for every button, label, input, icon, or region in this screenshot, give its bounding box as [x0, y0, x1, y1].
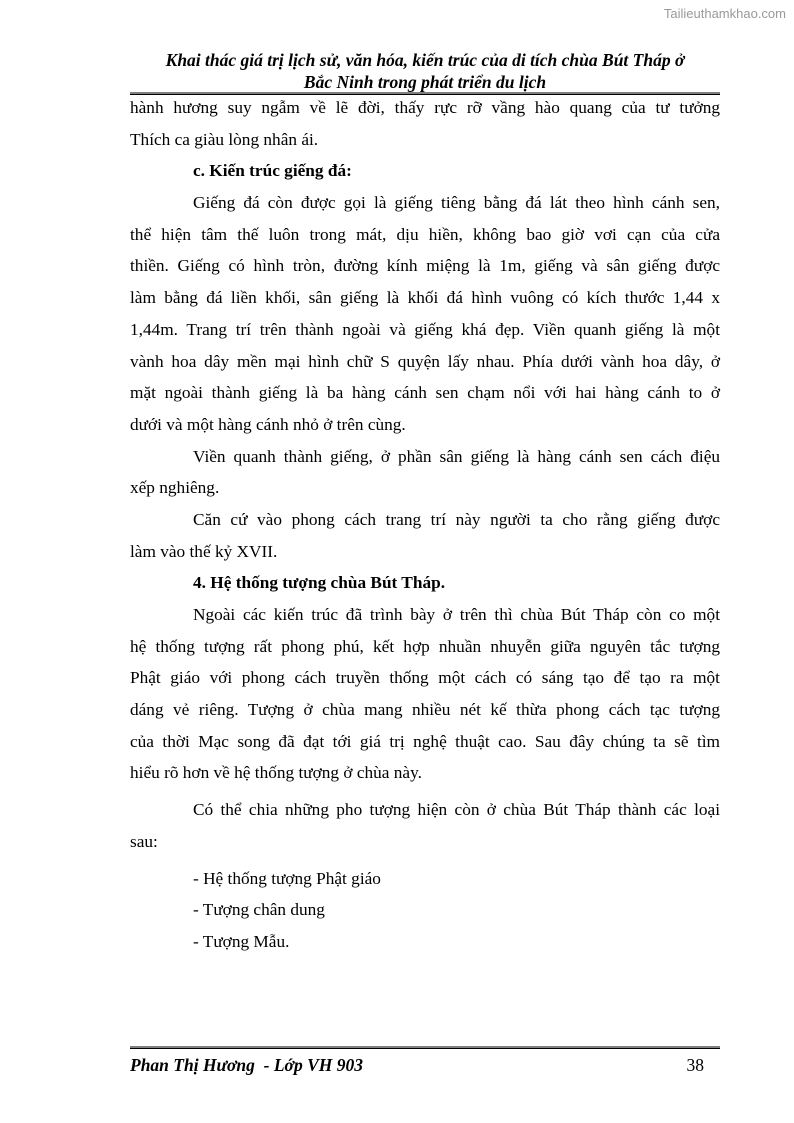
text-line: thiền. Giếng có hình tròn, đường kính miệng là 1m, giếng và sân giếng được — [130, 256, 720, 276]
page-body — [130, 92, 720, 958]
list-item: - Tượng Mẫu. — [193, 931, 290, 951]
text-line: Viền quanh thành giếng, ở phần sân giếng là hàng cánh sen cách điệu — [193, 446, 720, 466]
watermark: Tailieuthamkhao.com — [663, 6, 786, 21]
text-line: Thích ca giàu lòng nhân ái. — [130, 129, 319, 149]
text-line: hành hương suy ngẫm về lẽ đời, thấy rực rỡ vầng hào quang của tư tưởng — [130, 98, 720, 117]
footer-rule — [130, 1046, 720, 1049]
header-line: Khai thác giá trị lịch sử, văn hóa, kiến trúc của di tích chùa Bút Tháp ở — [165, 50, 685, 70]
text-line: mặt ngoài thành giếng là ba hàng cánh sen chạm nổi với hai hàng cánh to ở — [130, 383, 720, 403]
text-line: Căn cứ vào phong cách trang trí này người ta cho rằng giếng được — [193, 509, 720, 529]
text-line: hiểu rõ hơn về hệ thống tượng ở chùa này. — [130, 763, 422, 783]
text-line: dưới và một hàng cánh nhỏ ở trên cùng. — [130, 414, 406, 434]
text-line: thể hiện tâm thế luôn trong mát, dịu hiền, không bao giờ vơi cạn của cửa — [130, 224, 720, 244]
text-line: vành hoa dây mền mại hình chữ S quyện lấy nhau. Phía dưới vành hoa dây, ở — [130, 351, 720, 371]
text-line: xếp nghiêng. — [130, 478, 220, 498]
running-header — [130, 49, 720, 93]
text-line: Có thể chia những pho tượng hiện còn ở chùa Bút Tháp thành các loại — [193, 800, 720, 820]
header-line: Bắc Ninh trong phát triển du lịch — [303, 72, 547, 92]
text-line: của thời Mạc song đã đạt tới giá trị nghệ thuật cao. Sau đây chúng ta sẽ tìm — [130, 731, 720, 751]
page-footer — [130, 1055, 720, 1076]
text-line: dáng vẻ riêng. Tượng ở chùa mang nhiều nét kế thừa phong cách tạc tượng — [130, 700, 720, 720]
text-line: 1,44m. Trang trí trên thành ngoài và giếng khá đẹp. Viền quanh giếng là một — [130, 319, 720, 339]
footer-author: Phan Thị Hương - Lớp VH 903 — [130, 1055, 363, 1075]
list-item: - Hệ thống tượng Phật giáo — [193, 868, 381, 888]
text-line: làm bằng đá liền khối, sân giếng là khối đá hình vuông có kích thước 1,44 x — [130, 288, 720, 308]
text-line: làm vào thế kỷ XVII. — [130, 541, 278, 561]
page-number: 38 — [686, 1055, 704, 1075]
list-item: - Tượng chân dung — [193, 900, 325, 920]
text-line: hệ thống tượng rất phong phú, kết hợp nhuần nhuyễn giữa nguyên tắc tượng — [130, 636, 720, 656]
text-line: sau: — [130, 831, 158, 851]
section-heading: c. Kiến trúc giếng đá: — [193, 161, 352, 181]
text-line: Phật giáo với phong cách truyền thống một cách có sáng tạo để tạo ra một — [130, 668, 720, 688]
section-heading: 4. Hệ thống tượng chùa Bút Tháp. — [193, 573, 446, 593]
text-line: Ngoài các kiến trúc đã trình bày ở trên thì chùa Bút Tháp còn co một — [193, 605, 720, 624]
text-line: Giếng đá còn được gọi là giếng tiêng bằng đá lát theo hình cánh sen, — [193, 193, 720, 213]
